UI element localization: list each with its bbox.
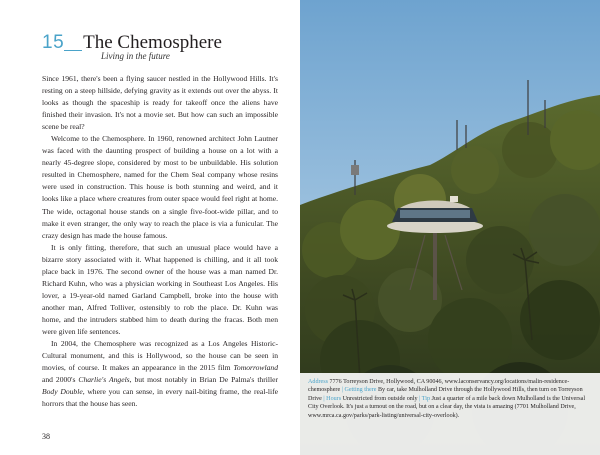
caption-separator: | xyxy=(419,395,421,402)
caption-getting: By car, take Mulholland Drive through the Hollywood Hills, then turn on Torreyson Drive xyxy=(308,387,583,402)
page-number: 38 xyxy=(42,432,50,441)
caption-getting-label: Getting there xyxy=(344,387,377,394)
caption-address: 7776 Torreyson Drive, Hollywood, CA 90046, www.laconservancy.org/locations/malin-residence-chemosphere xyxy=(308,379,570,394)
right-page xyxy=(300,0,600,455)
caption-tip-label: Tip xyxy=(421,395,431,402)
caption-tip: Just a quarter of a mile back down Mulholland is the Universal City Overlook. It's just a turnout on the road, but on a clear day, the vista is amazing (7701 Mulholland Drive, www.mrca.ca.gov/parks/park-listing/universal-city-overlook). xyxy=(308,395,586,419)
chapter-number: 15 xyxy=(42,32,65,53)
paragraph-1: Since 1961, there's been a flying saucer nestled in the Hollywood Hills. It's resting on a steep hillside, defying gravity as it extends out over the abyss. It looks as though the spaceship is ready for takeoff once the aliens have finished their invasion. It's not a movie set. But how can such an impossible scene be real? xyxy=(42,74,278,132)
film-title-charlies-angels: Charlie's Angels xyxy=(78,375,130,385)
paragraph-4 xyxy=(42,338,278,410)
caption-separator: | xyxy=(323,395,325,402)
caption-text xyxy=(308,378,592,420)
body-text xyxy=(42,73,278,410)
caption-address-label: Address xyxy=(308,379,328,385)
paragraph-2: Welcome to the Chemosphere. In 1960, renowned architect John Lautner was faced with the daunting prospect of building a house on a lot with a nearly 45-degree slope, considered by most to be unbuildable. His solution resulted in Chemosphere, named for the Chem Seal company whose resins were used in construction. This house is both stunning and weird, and it looks like a place where creatures from outer space would feel right at home. The wide, octagonal house stands on a single five-foot-wide pillar, and to make it even stranger, the only way to reach the place is via a funicular. The crazy design has made the house famous. xyxy=(42,134,278,240)
caption-hours-label: Hours xyxy=(326,395,342,402)
paragraph-3: It is only fitting, therefore, that such an unusual place would have a bizarre story associated with it. What happened is chilling, and it all took place back in 1976. The second owner of the house was a man named Dr. Richard Kuhn, who was a physician working in Southeast Los Angeles. His lover, a 19-year-old named Garland Campbell, broke into the house with another man, Alfred Tolliver, ostensibly to rob the place. Dr. Kuhn was home, and the intruders stabbed him to death during the fracas. Both men were given life sentences. xyxy=(42,242,278,336)
paragraph-4-part-d: , where you can sense, in every nail-biting frame, the real-life horrors that the house has seen. xyxy=(42,387,278,409)
chapter-title: The Chemosphere xyxy=(83,32,222,53)
paragraph-4-part-c: , but most notably in Brian De Palma's thriller xyxy=(129,375,278,385)
film-title-tomorrowland: Tomorrowland xyxy=(233,363,278,373)
caption-separator: | xyxy=(341,387,343,394)
paragraph-4-part-b: and 2000's xyxy=(42,375,79,385)
caption-hours: Unrestricted from outside only xyxy=(342,395,418,402)
film-title-body-double: Body Double xyxy=(42,387,83,397)
chapter-number-underline xyxy=(64,50,82,51)
paragraph-4-part-a: In 2004, the Chemosphere was recognized as a Los Angeles Historic-Cultural monument, and this is Hollywood, so the house can be seen in movies, of course. It makes an appearance in the 2015 film xyxy=(42,339,278,373)
chapter-subtitle: Living in the future xyxy=(101,51,170,61)
caption-box xyxy=(300,373,600,455)
